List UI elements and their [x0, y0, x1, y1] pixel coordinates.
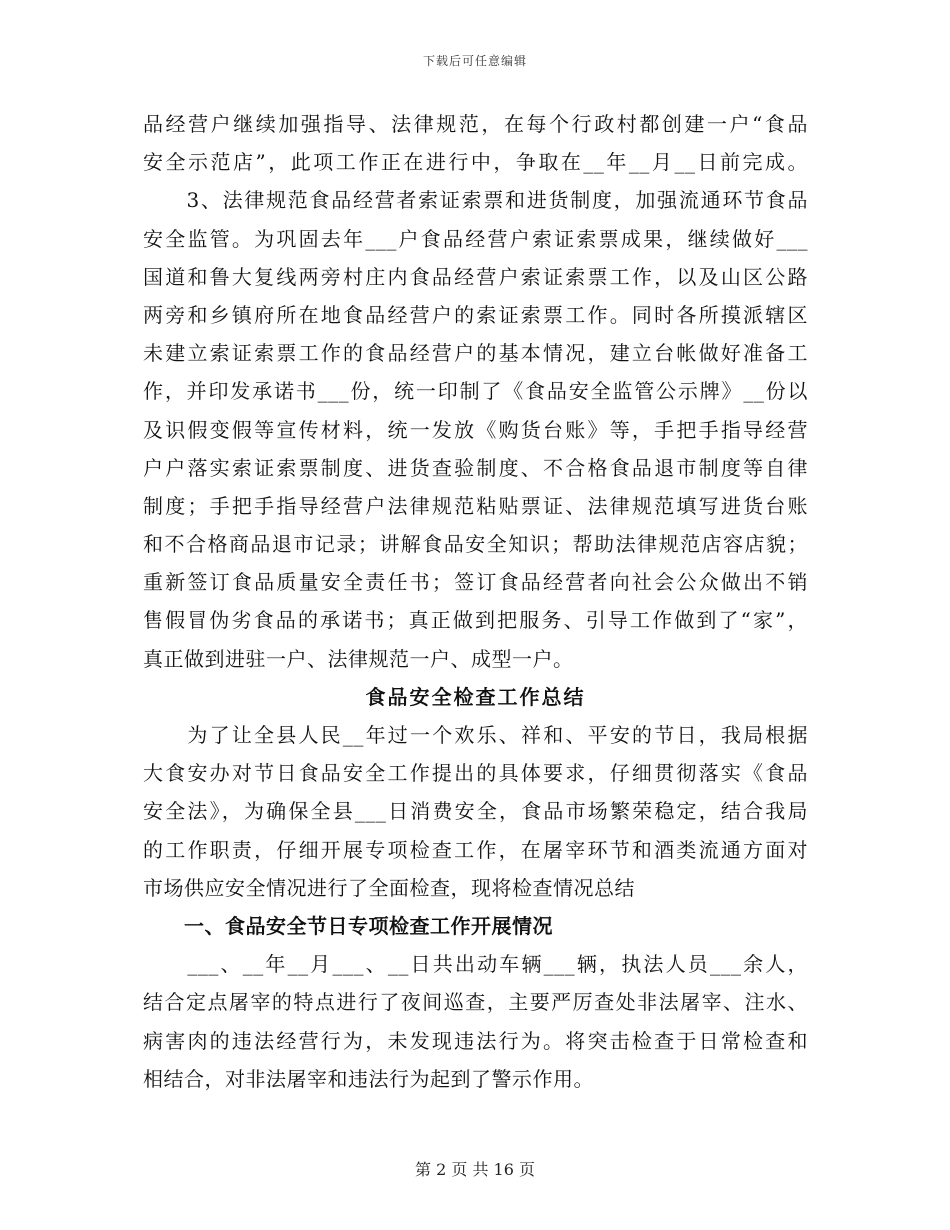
body-line: 3、法律规范食品经营者索证索票和进货制度，加强流通环节食品 [143, 188, 808, 213]
body-line: 制度；手把手指导经营户法律规范粘贴票证、法律规范填写进货台账 [143, 493, 808, 518]
body-line: 为了让全县人民__年过一个欢乐、祥和、平安的节日，我局根据 [143, 723, 808, 747]
body-line: ___、__年__月___、__日共出动车辆___辆，执法人员___余人， [143, 952, 808, 977]
body-line: 市场供应安全情况进行了全面检查，现将检查情况总结 [143, 875, 635, 900]
body-line: 真正做到进驻一户、法律规范一户、成型一户。 [143, 646, 574, 671]
page-number: 第 2 页 共 16 页 [415, 1160, 535, 1179]
body-line: 安全监管。为巩固去年___户食品经营户索证索票成果，继续做好___ [143, 226, 808, 251]
body-line: 未建立索证索票工作的食品经营户的基本情况，建立台帐做好准备工 [143, 341, 808, 366]
body-line: 作，并印发承诺书___份，统一印制了《食品安全监管公示牌》__份以 [143, 379, 808, 404]
body-line: 安全法》，为确保全县___日消费安全，食品市场繁荣稳定，结合我局 [143, 799, 808, 824]
document-body [143, 105, 808, 1098]
body-line: 相结合，对非法屠宰和违法行为起到了警示作用。 [143, 1066, 594, 1091]
body-line: 病害肉的违法经营行为，未发现违法行为。将突击检查于日常检查和 [143, 1028, 808, 1053]
body-line: 安全示范店”，此项工作正在进行中，争取在__年__月__日前完成。 [143, 150, 808, 175]
body-line: 重新签订食品质量安全责任书；签订食品经营者向社会公众做出不销 [143, 570, 808, 595]
body-line: 的工作职责，仔细开展专项检查工作，在屠宰环节和酒类流通方面对 [143, 837, 808, 862]
body-line: 及识假变假等宣传材料，统一发放《购货台账》等，手把手指导经营 [143, 417, 808, 442]
body-line: 户户落实索证索票制度、进货查验制度、不合格食品退市制度等自律 [143, 455, 808, 480]
section-heading: 一、食品安全节日专项检查工作开展情况 [143, 913, 553, 938]
body-line: 两旁和乡镇府所在地食品经营户的索证索票工作。同时各所摸派辖区 [143, 302, 808, 327]
body-line: 品经营户继续加强指导、法律规范，在每个行政村都创建一户“食品 [143, 112, 808, 136]
body-line: 结合定点屠宰的特点进行了夜间巡查，主要严厉查处非法屠宰、注水、 [143, 990, 808, 1015]
body-line: 和不合格商品退市记录；讲解食品安全知识；帮助法律规范店容店貌； [143, 532, 808, 557]
page-header-note: 下载后可任意编辑 [422, 54, 527, 68]
body-line: 大食安办对节日食品安全工作提出的具体要求，仔细贯彻落实《食品 [143, 761, 808, 786]
body-line: 国道和鲁大复线两旁村庄内食品经营户索证索票工作，以及山区公路 [143, 264, 808, 289]
section-title: 食品安全检查工作总结 [365, 684, 586, 709]
body-line: 售假冒伪劣食品的承诺书；真正做到把服务、引导工作做到了“家”， [143, 608, 808, 633]
